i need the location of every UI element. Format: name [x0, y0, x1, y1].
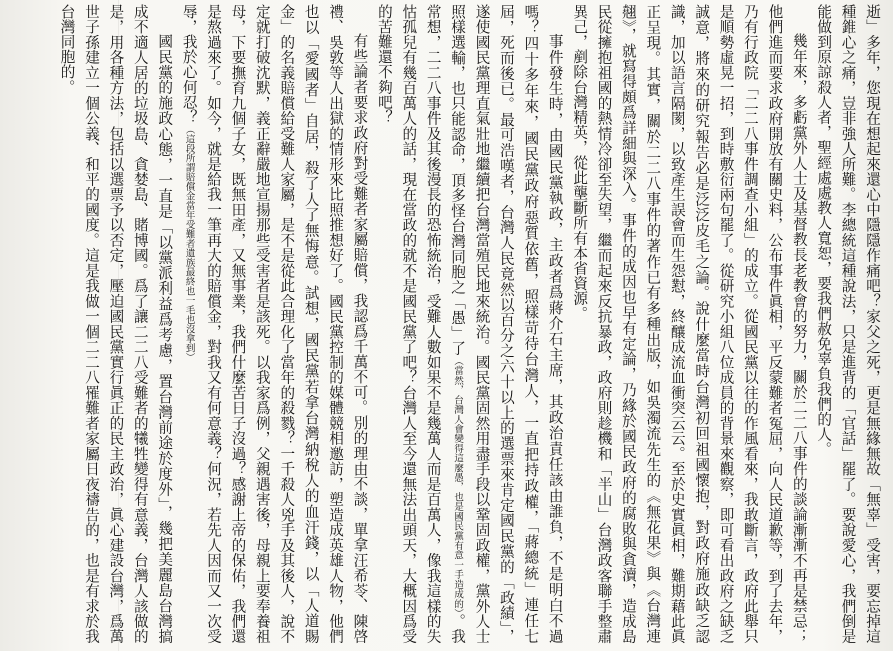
paragraph-text: 有些論者要求政府對受難者家屬賠償，我認爲千萬不可。別的理由不談，單拿汪希苓、陳啓禮、吳敦等人出獄的情形來比照推想好了。國民黨控制的媒體競相邀訪，塑造成英雄人物，他們也以「愛國者」自居，殺了人了無悔意。試想，國民黨若拿台灣納稅人的血汗錢，以「人道賜金」的名義賠償給受難人家屬，是不是從此合理化了當年的殺戮？一千殺人兇手及其後人，說不定就打破沈默，義正辭嚴地宣揚那些受害者是該死。以我家爲例，父親遇害後，母親上要奉養祖母，下要撫育九個子女，既無田產，又無事業，我們什麼苦日子沒過？感謝上帝的保佑，我們還是熬過來了。如今，就是給我一筆再大的賠償金，對我又有何意義？何況，若先人因而又一次受辱，我於心何忍？	[180, 4, 369, 644]
vertical-text-body	[14, 4, 884, 644]
paragraph	[371, 4, 566, 644]
paragraph	[811, 4, 884, 644]
paragraph	[567, 4, 811, 644]
paragraph	[54, 4, 176, 644]
inline-annotation: （當然，台灣人會變得這麼愚，也是國民黨有意一手造成的）	[452, 356, 464, 614]
inline-annotation: （這段所謂賠償金當年受難者遺族最終也一毛也沒拿到）	[183, 124, 195, 363]
paragraph-text: 幾年來，多虧黨外人士及基督教長老教會的努力，關於二二八事件的談論漸漸不再是禁忌；他們進而要求政府開放有關史料，公布事件眞相，平反蒙難者冤屈，向人民道歉等，到了去年，乃有行政院「二二八事件調查小組」的成立。從國民黨以往的作風看來，我敢斷言，政府此舉只是順勢虛晃一招，到時敷衍兩句罷了。從研究小組八位成員的背景來觀察，即可看出政府之缺乏誠意，將來的研究報告必是泛泛皮毛之論。說什麼當時台灣初回祖國懷抱，對政府施政缺乏認識，加以語言隔閡，以致產生誤會而生怨懟，終釀成流血衝突云云。至於史實眞相，難期藉此眞正呈現。其實，關於二二八事件的著作已有多種出版，如吳濁流先生的《無花果》與《台灣連翹》，就寫得頗爲詳細與深入。事件的成因也早有定論，乃緣於國民政府的腐敗與貪瀆，造成島民從擁抱祖國的熱情冷卻至失望，繼而起來反抗暴政，政府則趁機和「半山」台灣政客聯手整肅異己，剷除台灣精英，從此壟斷所有本省資源。	[571, 4, 808, 644]
paragraph	[176, 4, 371, 644]
paragraph-text: 。我常想，二二八事件及其後漫長的恐怖統治，受難人數如果不是幾萬人而是百萬人，像我這樣的失怙孤兒有幾百萬人的話，現在當政的就不是國民黨了吧？台灣人至今還無法出頭天，大概因爲受的苦難還不夠吧？	[375, 4, 467, 644]
paragraph-text: 逝」多年，您現在想起來還心中隱隱作痛吧？家父之死，更是無緣無故「無辜」受害，要忘掉這種錐心之痛，豈非強人所難。李總統這種說法，只是進背的「官話」罷了。要說愛心，我們倒是能做到原諒殺人者，聖經處處教人寬恕，要我們赦免辜負我們的人。	[815, 4, 881, 644]
paragraph-text: 事件發生時，由國民黨執政，主政者爲蔣介石主席，其政治責任該由誰負，不是明白不過嗎？四十多年來，國民黨政府惡質依舊，照樣苛待台灣人，一直把持政權，「蔣總統」連任七屆，死而後已。最可浩嘆者，台灣人民竟然以百分之六十以上的選票來肯定國民黨的「政績」，遂使國民黨理直氣壯地繼續把台灣當殖民地來統治。國民黨固然用盡手段以鞏固政權，黨外人士照樣選輸，也只能認命，頂多怪台灣同胞之「愚」了	[449, 4, 564, 644]
paragraph-text: 國民黨的施政心態，一直是「以黨派利益爲考慮，置台灣前途於度外」，幾把美麗島台灣搞成不適人居的垃圾島、貪婪島、賭博國。爲了讓二二八受難者的犧牲變得有意義，台灣人該做的是，用各種方法，包括以選票予以否定，壓迫國民黨實行眞正的民主政治，眞心建設台灣，爲萬世子孫建立一個公義、和平的國度。這是我做一個二二八罹難者家屬日夜禱告的，也是有求於我台灣同胞的。	[58, 4, 174, 644]
